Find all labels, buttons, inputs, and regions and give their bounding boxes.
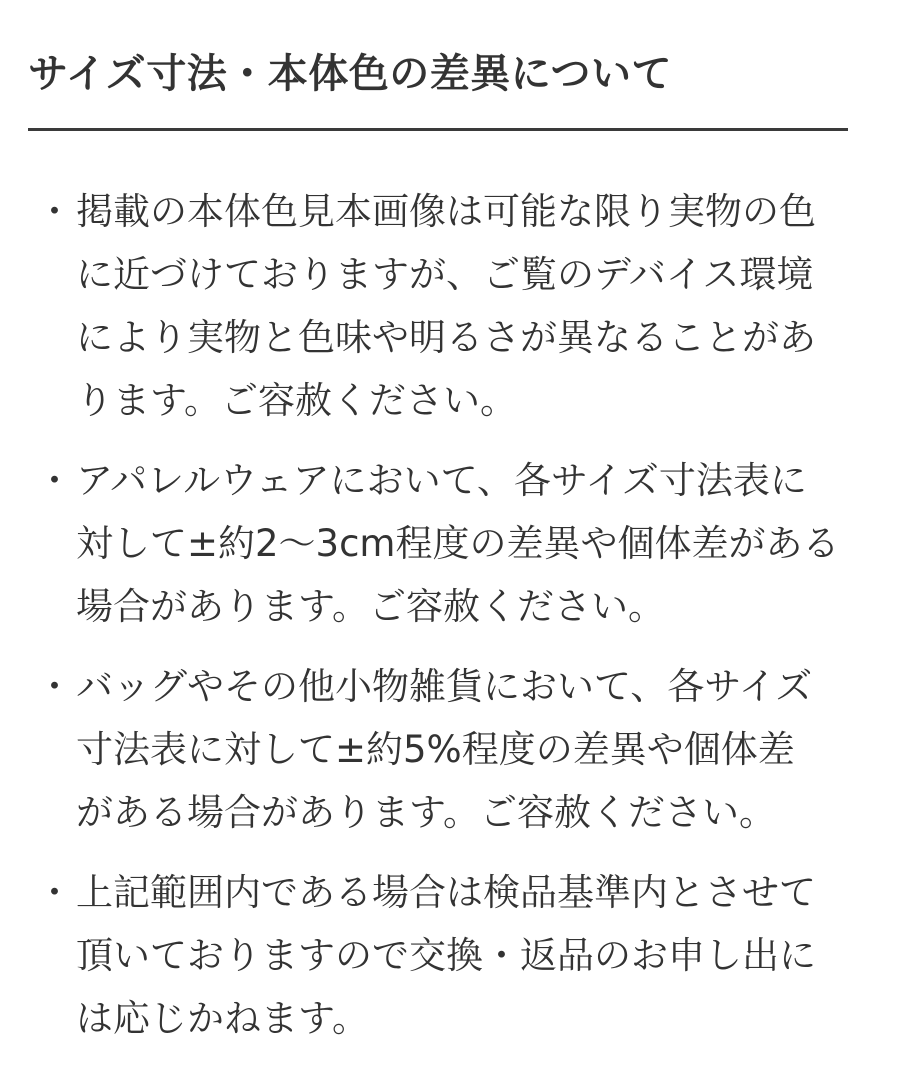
note-item	[28, 449, 848, 638]
note-line: バッグやその他小物雑貨において、各サイズ	[76, 665, 813, 708]
note-line: は応じかねます。	[76, 997, 370, 1040]
notes-list	[28, 180, 848, 1067]
note-item	[28, 655, 848, 844]
bullet-icon: ・	[36, 871, 73, 914]
note-line: 寸法表に対して±約5%程度の差異や個体差	[76, 728, 795, 771]
note-line: 頂いておりますので交換・返品のお申し出に	[76, 934, 816, 977]
note-line: 上記範囲内である場合は検品基準内とさせて	[76, 871, 816, 914]
bullet-icon: ・	[36, 190, 73, 233]
note-line: 対して±約2〜3cm程度の差異や個体差がある	[76, 522, 840, 565]
note-line: により実物と色味や明るさが異なることがあ	[76, 316, 816, 359]
bullet-icon: ・	[36, 665, 73, 708]
title-divider	[28, 128, 848, 131]
page-title: サイズ寸法・本体色の差異について	[28, 51, 672, 97]
note-line: 場合があります。ご容赦ください。	[76, 585, 666, 628]
note-line: がある場合があります。ご容赦ください。	[76, 791, 777, 834]
note-item	[28, 861, 848, 1050]
note-line: 掲載の本体色見本画像は可能な限り実物の色	[76, 190, 816, 233]
note-line: に近づけておりますが、ご覧のデバイス環境	[76, 253, 814, 296]
note-line: ります。ご容赦ください。	[76, 379, 518, 422]
note-item	[28, 180, 848, 432]
note-line: アパレルウェアにおいて、各サイズ寸法表に	[76, 459, 807, 502]
bullet-icon: ・	[36, 459, 73, 502]
